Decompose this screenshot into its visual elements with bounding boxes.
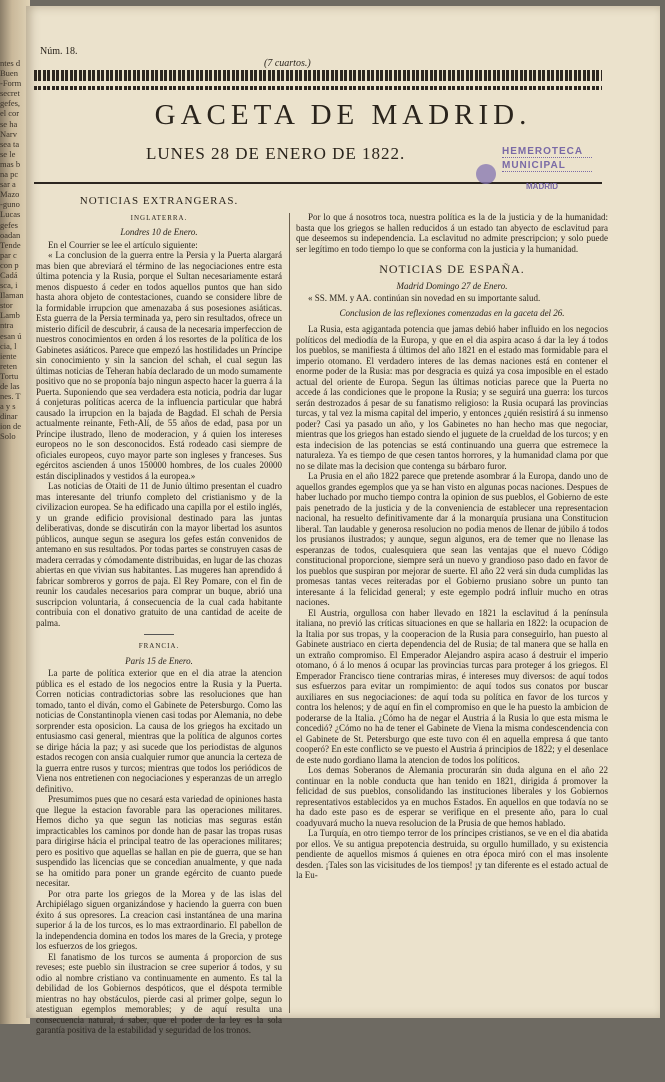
margin-fragment: Ilaman	[0, 290, 24, 301]
price: (7 cuartos.)	[264, 58, 311, 69]
column-divider	[289, 213, 290, 1013]
margin-fragment: Lamb	[0, 310, 20, 321]
margin-fragment: Solo	[0, 431, 16, 442]
section-title-foreign: NOTICIAS EXTRANGERAS.	[79, 195, 239, 207]
margin-fragment: esan ú	[0, 330, 22, 341]
paragraph: La Turquía, en otro tiempo terror de los príncipes cristianos, se ve en el dia abatida por ellos. Ve su antigua prepotencia destruida, su orgullo humillado, y su existencia pendiente de aquellos mismos á quienes en otra época miró con el mas insolente desden. ¡Tales son las vicisitudes de los tiempos! ¡y tan diferente es el estado actual de la Eu-	[296, 828, 608, 880]
margin-fragment: gefes,	[0, 98, 21, 109]
ornamental-band-top	[34, 70, 602, 81]
margin-fragment: dinar	[0, 411, 18, 422]
paragraph: Las noticias de Otaiti de 11 de Junio último presentan el cuadro mas interesante del triunfo completo del cristianismo y de la civilizacion europea. Se ha edificado una capilla por el estilo inglés, y un grande edificio provisional destinado para las juntas deliberativas, donde se discutirán con la mayor libertad los asuntos públicos, aunque segun se asegura los gefes están convenidos de antemano en sus resultados. Por todas partes se construyen casas de madera cerradas y cómodamente distribuidas, en lugar de las chozas abiertas en que vivian sus habitantes. Las mugeres han aprendido á fabricar sombreros y gorros de paja. El Rey Pomare, con el fin de reunir los caudales necesarios para comprar un buque, abrió una suscripcion voluntaria, á consecuencia de la cual cada habitante contribuia con el donativo gratuito de una cantidad de aceite de palma.	[36, 481, 282, 628]
margin-fragment: sca, i	[0, 280, 18, 291]
paragraph: En el Courrier se lee el artículo siguiente:	[48, 239, 198, 250]
margin-fragment: nes. T	[0, 391, 21, 402]
newspaper-page	[26, 6, 660, 1035]
margin-fragment: Cadá	[0, 269, 18, 280]
paragraph: Los demas Soberanos de Alemania procurarán sin duda alguna en el año 22 continuar en la noble conducta que han tenido en 1821, dirigida á promover la felicidad de sus pueblos, consolidando las instituciones liberales y los Gobiernos representativos establecidos ya en muchos Estados. En aquellos en que todavía no se ha dado este paso es de esperar se verifique en el presente año, para lo cual coadyuvará mucho la nueva resolucion de la Prusia de que hemos hablado.	[296, 765, 608, 828]
section-title-spain: NOTICIAS DE ESPAÑA.	[379, 262, 525, 276]
margin-fragment: se ha	[0, 118, 18, 129]
royal-note: « SS. MM. y AA. continúan sin novedad en su importante salud.	[308, 293, 541, 303]
margin-fragment: reten	[0, 360, 17, 371]
separator	[144, 634, 174, 635]
paragraph: El Austria, orgullosa con haber llevado en 1821 la esclavitud á la península italiana, no previó las críticas situaciones en que se hallaria en 1822: la ocupacion de la Italia por sus tropas, y la cooperacion de la Rusia para conseguirlo, han puesto al Gabinete austriaco en cierta dependencia del de Rusia; de tal manera que se halla en un extraño compromiso. El Emperador Alejandro aspira acaso á destruir el imperio otomano, ó á lo menos á ocupar las provincias turcas para proteger á los griegos. El Emperador Francisco tiene contrarias miras, é intereses muy diversos: de aquí todos sus esfuerzos para evitar un rompimiento: de aquí todos sus conatos por buscar auxiliares en sus negociaciones: de aquí toda su política en favor de los turcos y contra los helenos; y de aquí en fin el compromiso en que le ha puesto la ambicion de poderarse de la Italia. ¿Cómo ha de negar el Austria á la Rusia lo que esta misma le concedió? ¿Cómo no ha de tener el Gabinete de Viena la misma condescendencia con el Gabinete de St. Petersburgo que este tuvo con él en aquella empresa á que tanto cooperó? En este conflicto se ve puesto el Austria á principios de 1822; y el desenlace de este nudo gordiano llama la atencion de todos los políticos.	[296, 607, 608, 765]
margin-fragment: mas b	[0, 158, 21, 169]
margin-fragment: -Form	[0, 78, 22, 89]
margin-fragment: -guno	[0, 199, 20, 210]
stamp-line-3: MADRID	[526, 182, 558, 191]
heading-inglaterra: INGLATERRA.	[130, 213, 188, 222]
margin-fragment: stor	[0, 300, 13, 311]
margin-fragment: ion de	[0, 421, 22, 432]
margin-fragment: Mazo	[0, 189, 20, 200]
stamp-seal-icon	[476, 164, 496, 184]
margin-fragment: a y s	[0, 401, 16, 412]
dateline-madrid: Madrid Domingo 27 de Enero.	[396, 280, 508, 291]
heading-francia: FRANCIA.	[138, 642, 180, 650]
dateline-londres: Londres 10 de Enero.	[120, 227, 198, 237]
library-stamp	[474, 146, 592, 202]
margin-fragment: Tende	[0, 239, 21, 250]
margin-fragment: con p	[0, 259, 19, 270]
margin-fragment: na pc	[0, 169, 19, 180]
margin-fragment: sar a	[0, 179, 16, 190]
conclusion-heading: Conclusion de las reflexiones comenzadas en la gaceta del 26.	[339, 307, 565, 318]
ornamental-band-bottom	[34, 86, 602, 90]
paragraph: Por otra parte los griegos de la Morea y de las islas del Archipiélago siguen organizándose y haciendo la guerra con buen éxito á sus opresores. La creacion casi instantánea de una marina superior á la de los turcos, es lo mas extraordinario. El pabellon de la independencia domina en todos los mares de la Grecia, y protege los esfuerzos de los griegos.	[36, 888, 282, 951]
issue-number: Núm. 18.	[40, 46, 78, 57]
royal-note-text: SS. MM. y AA. continúan sin novedad en su importante salud.	[314, 293, 541, 303]
paragraph: « La conclusion de la guerra entre la Persia y la Puerta alargará mas bien que abreviará el término de las negociaciones entre esta última potencia y la Rusia, porque el Sultan necesariamente estará menos dispuesto á ceder en todos aquellos puntos que han sido hasta ahora objeto de contestaciones, cuando se considere libre de la formidable irrupcion que amenazaba á sus posesiones asiáticas. Esta guerra de la Persia terminada ya, pero sin resultados, ofrece un misterio difícil de descubrir, á causa de la necesaria imperfeccion de nuestros conocimientos en orden á los resortes de la política de los Gabinetes asiáticos. Parece que empezó las hostilidades un Príncipe sin conocimiento y sin la sancion del schah, el cual segun las últimas noticias de Teheran había declarado de un modo sumamente positivo que no se proponía bajo ningun aspecto hacer la guerra á la Puerta. Suponiendo que sea verdadera esta noticia, podria dar lugar á conjeturas políticas acerca de la influencia particular que habrá causado la irrupcion en la bajada de Bagdad. El schah de Persia actualmente reinante, Feth-Alí, de 55 años de edad, pasa por un Príncipe ilustrado, lleno de moderacion, y á quien los intereses europeos no le son desconocidos. Está rodeado casi siempre de oficiales europeos, cuyo mayor parte son ingleses y franceses. Sus egércitos ascienden á unos 150000 hombres, de los cuales 20000 están disciplinados y vestidos á la europea.»	[36, 250, 282, 481]
right-column	[296, 212, 608, 1012]
masthead-title: GACETA DE MADRID.	[154, 99, 532, 131]
stamp-line-2: MUNICIPAL	[502, 160, 592, 172]
margin-fragment: gefes	[0, 219, 18, 230]
dateline-paris: Paris 15 de Enero.	[125, 655, 193, 666]
paragraph: La Rusia, esta agigantada potencia que jamas debió haber influido en los negocios políticos del mediodía de la Europa, y que en el dia aspira acaso á dar la ley á todos los pueblos, se manifiesta á últimos del año 1821 en el estado mas formidable para el imperio otomano. El verdadero interes de las demas naciones está en contener el enorme poder de la Rusia: mas por desgracia es quizá ya cosa imposible en el estado actual del oriente de Europa. Segun las últimas noticias parece que la Puerta no accede á las condiciones que le propone la Rusia; y se seguirá una guerra: los turcos serán destrozados á pesar de su fanatismo religioso: la Rusia ocupará las provincias turcas, y tal vez la misma capital del imperio, y entonces ¿quién resistirá á su inmenso poder? Casi ya pasado un año, y los Gabinetes no han hecho mas que negociar, mientras que los griegos han estado siendo el juguete de la crueldad de los turcos; y en esta indecision de las potencias se está continuando una guerra que estremece la naturaleza. Ya es tiempo de que cesen tantos horrores, y la humanidad clama por que no se dilate mas la decision que contenga su bárbaro furor.	[296, 324, 608, 471]
previous-page-margin	[0, 0, 26, 1082]
margin-fragment: ntes d	[0, 58, 21, 68]
margin-fragment: ntra	[0, 320, 14, 331]
margin-fragment: par c	[0, 249, 17, 260]
margin-fragment: Tortu	[0, 370, 19, 381]
paragraph: La parte de política exterior que en el dia atrae la atencion pública es el estado de los negocios entre la Rusia y la Puerta. Corren noticias contradictorias sobre las resoluciones que han tomado, tanto el diván, como el Gabinete de Petersburgo. Como las noticias de Constantinopla vienen casi todas por Alemania, no debe sorprender esta oposicion. La causa de los griegos ha excitado un entusiasmo casi general, mientras que la política de algunos cortes se dirige hácia la paz; y asi sucede que los periodistas de algunos estados recogen con ansia cualquier rumor que anuncia la certeza de la guerra entre rusos y turcos; mientras que todos los periódicos de Viena nos entretienen con negociaciones y esperanzas de un arreglo definitivo.	[36, 668, 282, 794]
issue-date: LUNES 28 DE ENERO DE 1822.	[146, 144, 406, 163]
paragraph: Por lo que á nosotros toca, nuestra política es la de la justicia y de la humanidad: basta que los griegos se hallen reducidos á un estado tan abyecto de esclavitud para que deseemos su independencia. La esclavitud no admite prescripcion; y solo puede ser legítimo en todo tiempo lo que se conforma con la justicia y la humanidad.	[296, 212, 608, 254]
stamp-line-1: HEMEROTECA	[502, 146, 592, 158]
paragraph: Presumimos pues que no cesará esta variedad de opiniones hasta que llegue la estacion favorable para las operaciones militares. Hemos dicho ya que segun las noticias mas seguras están impracticables los caminos por donde han de pasar las tropas rusas para dirigirse hácia el principal teatro de las operaciones militares; pero es positivo que aquellas se hallan en pie de guerra, que se han suspendido las licencias que se concedian anualmente, y que nada se ha omitido para poner un grande egército de cuanto puede necesitar.	[36, 794, 282, 888]
margin-fragment: Narv	[0, 128, 17, 139]
margin-fragment: Lucas	[0, 209, 21, 220]
paragraph: La Prusia en el año 1822 parece que pretende asombrar á la Europa, dando uno de aquellos grandes egemplos que ya se han visto en algunas pocas naciones. Despues de haber luchado por mucho tiempo contra la opinion de sus pueblos, el Gobierno de este pais penetrado de la justicia y de la conveniencia de establecer una representacion nacional, ha resuelto definitivamente dar á la monarquía prusiana una Constitucion liberal. Tan laudable y generosa resolucion no podia menos de llenar de júbilo á todos los prusianos ilustrados; y aunque, segun algunos, era de temer que no llenase las esperanzas de todos, cualesquiera que sean las ventajas que el nuevo Código constitucional proporcione, siempre será un nuevo y grandioso paso dado en favor de los pueblos que suspiran por mejorar de suerte. El año 22 verá sin duda cumplidas las promesas tantas veces reiteradas por el Gobierno prusiano sobre un punto tan interesante á la felicidad general; y este egemplo podrá influir mucho en otras naciones.	[296, 471, 608, 607]
margin-fragment: sea ta	[0, 138, 20, 149]
margin-fragment: de las	[0, 381, 20, 391]
margin-fragment: se le	[0, 148, 16, 159]
margin-fragment: oadan	[0, 229, 21, 240]
paragraph: El fanatismo de los turcos se aumenta á proporcion de sus reveses; este pueblo sin ilustracion se cree superior á todos, y su odio al nombre cristiano va continuamente en aumento. Es tal la debilidad de los Gobiernos despóticos, que el déspota termible mientras no hay obstáculos, pierde casi al primer golpe, segun lo atestiguan egemplos memorables; y de aquí resulta una consecuencia natural, á saber, que el poder de la ley es la sola garantía positiva de la estabilidad y seguridad de los tronos.	[36, 951, 282, 1035]
margin-fragment: iente	[0, 350, 17, 361]
margin-fragment: Buen	[0, 68, 18, 79]
margin-fragment: el cor	[0, 108, 20, 119]
left-column	[36, 194, 282, 1035]
margin-fragment: cia, l	[0, 340, 17, 351]
margin-fragment: secret	[0, 88, 20, 99]
